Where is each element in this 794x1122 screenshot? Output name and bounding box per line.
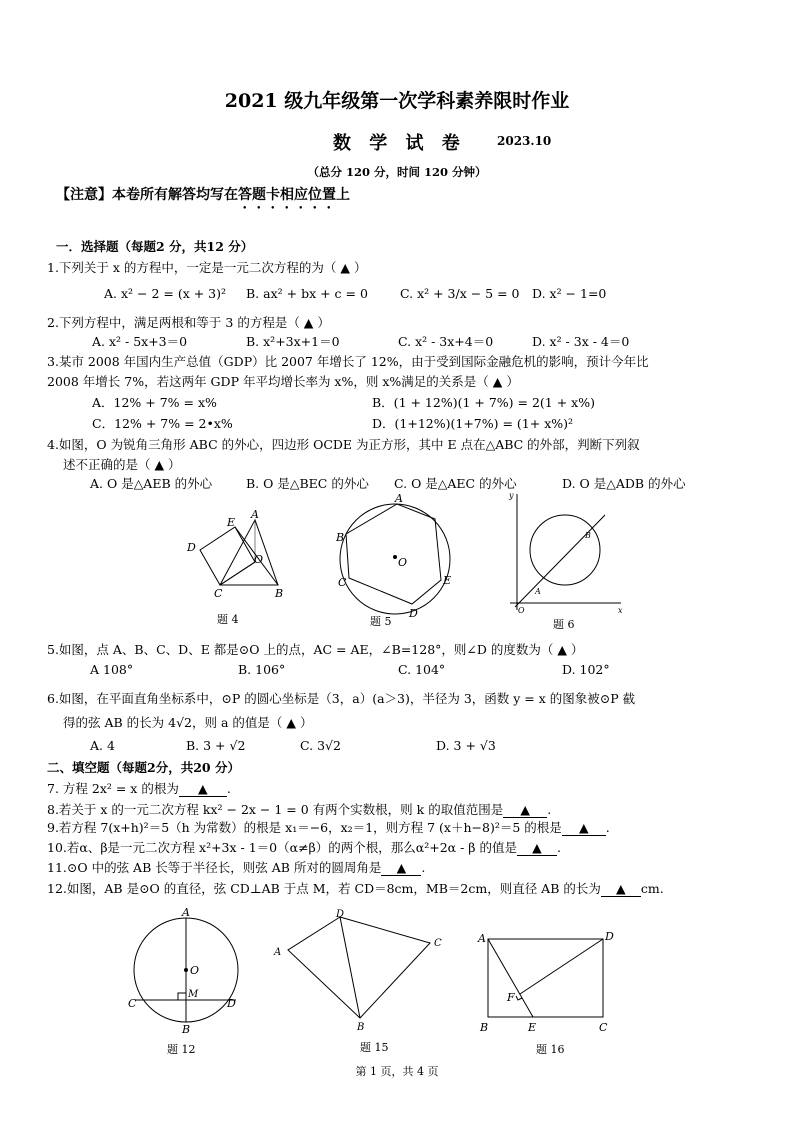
figure-12 — [128, 905, 244, 1035]
q4-option-c: C. O 是△AEC 的外心 — [394, 476, 517, 491]
fig6-label-o: O — [518, 606, 525, 615]
q3-option-d: D．(1+12%)(1+7%) = (1+ x%)² — [372, 416, 574, 431]
fig15-label-a: A — [274, 947, 282, 958]
subject-title: 数 学 试 卷 — [333, 133, 466, 154]
caption-figure-5: 题 5 — [370, 615, 392, 628]
q5-option-a: A 108° — [90, 662, 134, 677]
q3-option-a: A．12% + 7% = x% — [92, 395, 217, 410]
question-5: 5.如图，点 A、B、C、D、E 都是⊙O 上的点，AC = AE，∠B=128°，则∠D 的度数为（ ▲ ） — [47, 642, 584, 657]
figure-5 — [332, 493, 462, 618]
fig16-label-b: B — [480, 1021, 489, 1034]
fig12-label-o: O — [190, 964, 200, 977]
q6-option-d: D. 3 + √3 — [436, 738, 496, 753]
q6-option-b: B. 3 + √2 — [186, 738, 246, 753]
q1-option-c: C. x² + 3/x − 5 = 0 — [400, 286, 520, 301]
q4-option-b: B. O 是△BEC 的外心 — [246, 476, 369, 491]
q6-option-a: A. 4 — [90, 738, 115, 753]
q4-option-a: A. O 是△AEB 的外心 — [90, 476, 213, 491]
fig5-label-b: B — [336, 531, 345, 544]
question-7: 7. 方程 2x² = x 的根为 ▲ . — [47, 781, 231, 796]
q1-option-a: A. x² − 2 = (x + 3)² — [104, 286, 227, 301]
notice: 【注意】本卷所有解答均写在答题卡相应位置上 — [56, 187, 350, 203]
question-11: 11.⊙O 中的弦 AB 长等于半径长，则弦 AB 所对的圆周角是 ▲ . — [47, 860, 426, 875]
question-3-line2: 2008 年增长 7%，若这两年 GDP 年平均增长率为 x%，则 x%满足的关系是（ ▲ ） — [47, 374, 519, 389]
fig6-label-b: B — [585, 531, 591, 540]
question-1: 1.下列关于 x 的方程中，一定是一元二次方程的为（ ▲ ） — [47, 260, 367, 275]
question-4-line1: 4.如图，O 为锐角三角形 ABC 的外心，四边形 OCDE 为正方形，其中 E 点在△ABC 的外部，判断下列叙 — [47, 437, 640, 452]
fig5-label-o: O — [398, 556, 408, 569]
figure-15 — [268, 905, 450, 1033]
question-6-line2: 得的弦 AB 的长为 4√2，则 a 的值是（ ▲ ） — [63, 715, 313, 730]
fig6-label-x: x — [618, 606, 623, 615]
page-title: 2021 级九年级第一次学科素养限时作业 — [224, 90, 570, 112]
q1-option-d: D. x² − 1=0 — [532, 286, 607, 301]
section1-title: 一．选择题（每题2 分，共12 分） — [56, 239, 254, 254]
q4-option-d: D. O 是△ADB 的外心 — [562, 476, 686, 491]
q5-option-d: D. 102° — [562, 662, 610, 677]
q5-option-c: C. 104° — [398, 662, 446, 677]
fig12-label-a: A — [182, 906, 190, 919]
exam-date: 2023.10 — [497, 134, 552, 148]
question-6-line1: 6.如图，在平面直角坐标系中，⊙P 的圆心坐标是（3，a）(a＞3)，半径为 3，函数 y = x 的图象被⊙P 截 — [47, 691, 636, 706]
fig12-label-b: B — [182, 1023, 191, 1035]
fig4-label-b: B — [275, 587, 284, 600]
question-12: 12.如图，AB 是⊙O 的直径，弦 CD⊥AB 于点 M，若 CD＝8cm，MB＝2cm，则直径 AB 的长为 ▲ cm. — [47, 881, 664, 896]
fig16-label-f: F — [507, 991, 515, 1004]
fig5-label-d: D — [409, 607, 418, 618]
fig4-label-d: D — [187, 541, 196, 554]
caption-figure-4: 题 4 — [217, 613, 239, 626]
q6-option-c: C. 3√2 — [300, 738, 341, 753]
section2-title: 二、填空题（每题2分，共20 分） — [47, 760, 240, 775]
caption-figure-15: 题 15 — [360, 1041, 389, 1054]
question-10: 10.若α、β是一元二次方程 x²+3x - 1＝0（α≠β）的两个根，那么α²+2α - β 的值是 ▲ . — [47, 840, 561, 855]
fig15-label-d: D — [336, 909, 345, 920]
exam-info: （总分 120 分，时间 120 分钟） — [307, 165, 487, 179]
fig16-label-a: A — [478, 932, 486, 945]
fig16-label-c: C — [599, 1021, 608, 1034]
q1-option-b: B. ax² + bx + c = 0 — [246, 286, 368, 301]
fig4-label-o: O — [254, 553, 264, 566]
q2-option-b: B. x²+3x+1＝0 — [246, 334, 340, 349]
fig4-label-a: A — [251, 508, 259, 521]
question-9: 9.若方程 7(x+h)²＝5（h 为常数）的根是 x₁＝−6，x₂＝1，则方程 7 (x＋h−8)²＝5 的根是 ▲ . — [47, 820, 610, 835]
question-8: 8.若关于 x 的一元二次方程 kx² − 2x − 1 = 0 有两个实数根，则 k 的取值范围是 ▲ . — [47, 802, 552, 817]
fig6-label-y: y — [509, 491, 514, 500]
q2-option-d: D. x² - 3x - 4＝0 — [532, 334, 630, 349]
fig15-label-b: B — [357, 1022, 365, 1033]
fig4-label-e: E — [227, 516, 236, 529]
q5-option-b: B. 106° — [238, 662, 286, 677]
fig12-label-m: M — [188, 989, 199, 1000]
page-footer: 第 1 页，共 4 页 — [355, 1065, 439, 1078]
q3-option-b: B．(1 + 12%)(1 + 7%) = 2(1 + x%) — [372, 395, 595, 410]
fig15-label-c: C — [434, 938, 442, 949]
fig5-label-a: A — [395, 493, 403, 505]
figure-4 — [180, 505, 290, 605]
caption-figure-16: 题 16 — [536, 1043, 565, 1056]
fig12-label-d: D — [227, 997, 236, 1010]
fig16-label-d: D — [605, 930, 614, 943]
q2-option-c: C. x² - 3x+4＝0 — [398, 334, 494, 349]
q2-option-a: A. x² - 5x+3＝0 — [92, 334, 188, 349]
caption-figure-6: 题 6 — [553, 618, 575, 631]
fig12-label-c: C — [128, 997, 137, 1010]
question-2: 2.下列方程中，满足两根和等于 3 的方程是（ ▲ ） — [47, 315, 330, 330]
fig16-label-e: E — [528, 1021, 537, 1034]
q3-option-c: C．12% + 7% = 2•x% — [92, 416, 233, 431]
fig6-label-a: A — [535, 587, 541, 596]
caption-figure-12: 题 12 — [167, 1043, 196, 1056]
fig5-label-e: E — [443, 574, 452, 587]
question-3-line1: 3.某市 2008 年国内生产总值（GDP）比 2007 年增长了 12%，由于受到国际金融危机的影响，预计今年比 — [47, 354, 649, 369]
fig5-label-c: C — [338, 576, 347, 589]
question-4-line2: 述不正确的是（ ▲ ） — [63, 457, 181, 472]
figure-6 — [505, 490, 625, 615]
figure-16 — [476, 925, 622, 1037]
fig4-label-c: C — [214, 587, 223, 600]
